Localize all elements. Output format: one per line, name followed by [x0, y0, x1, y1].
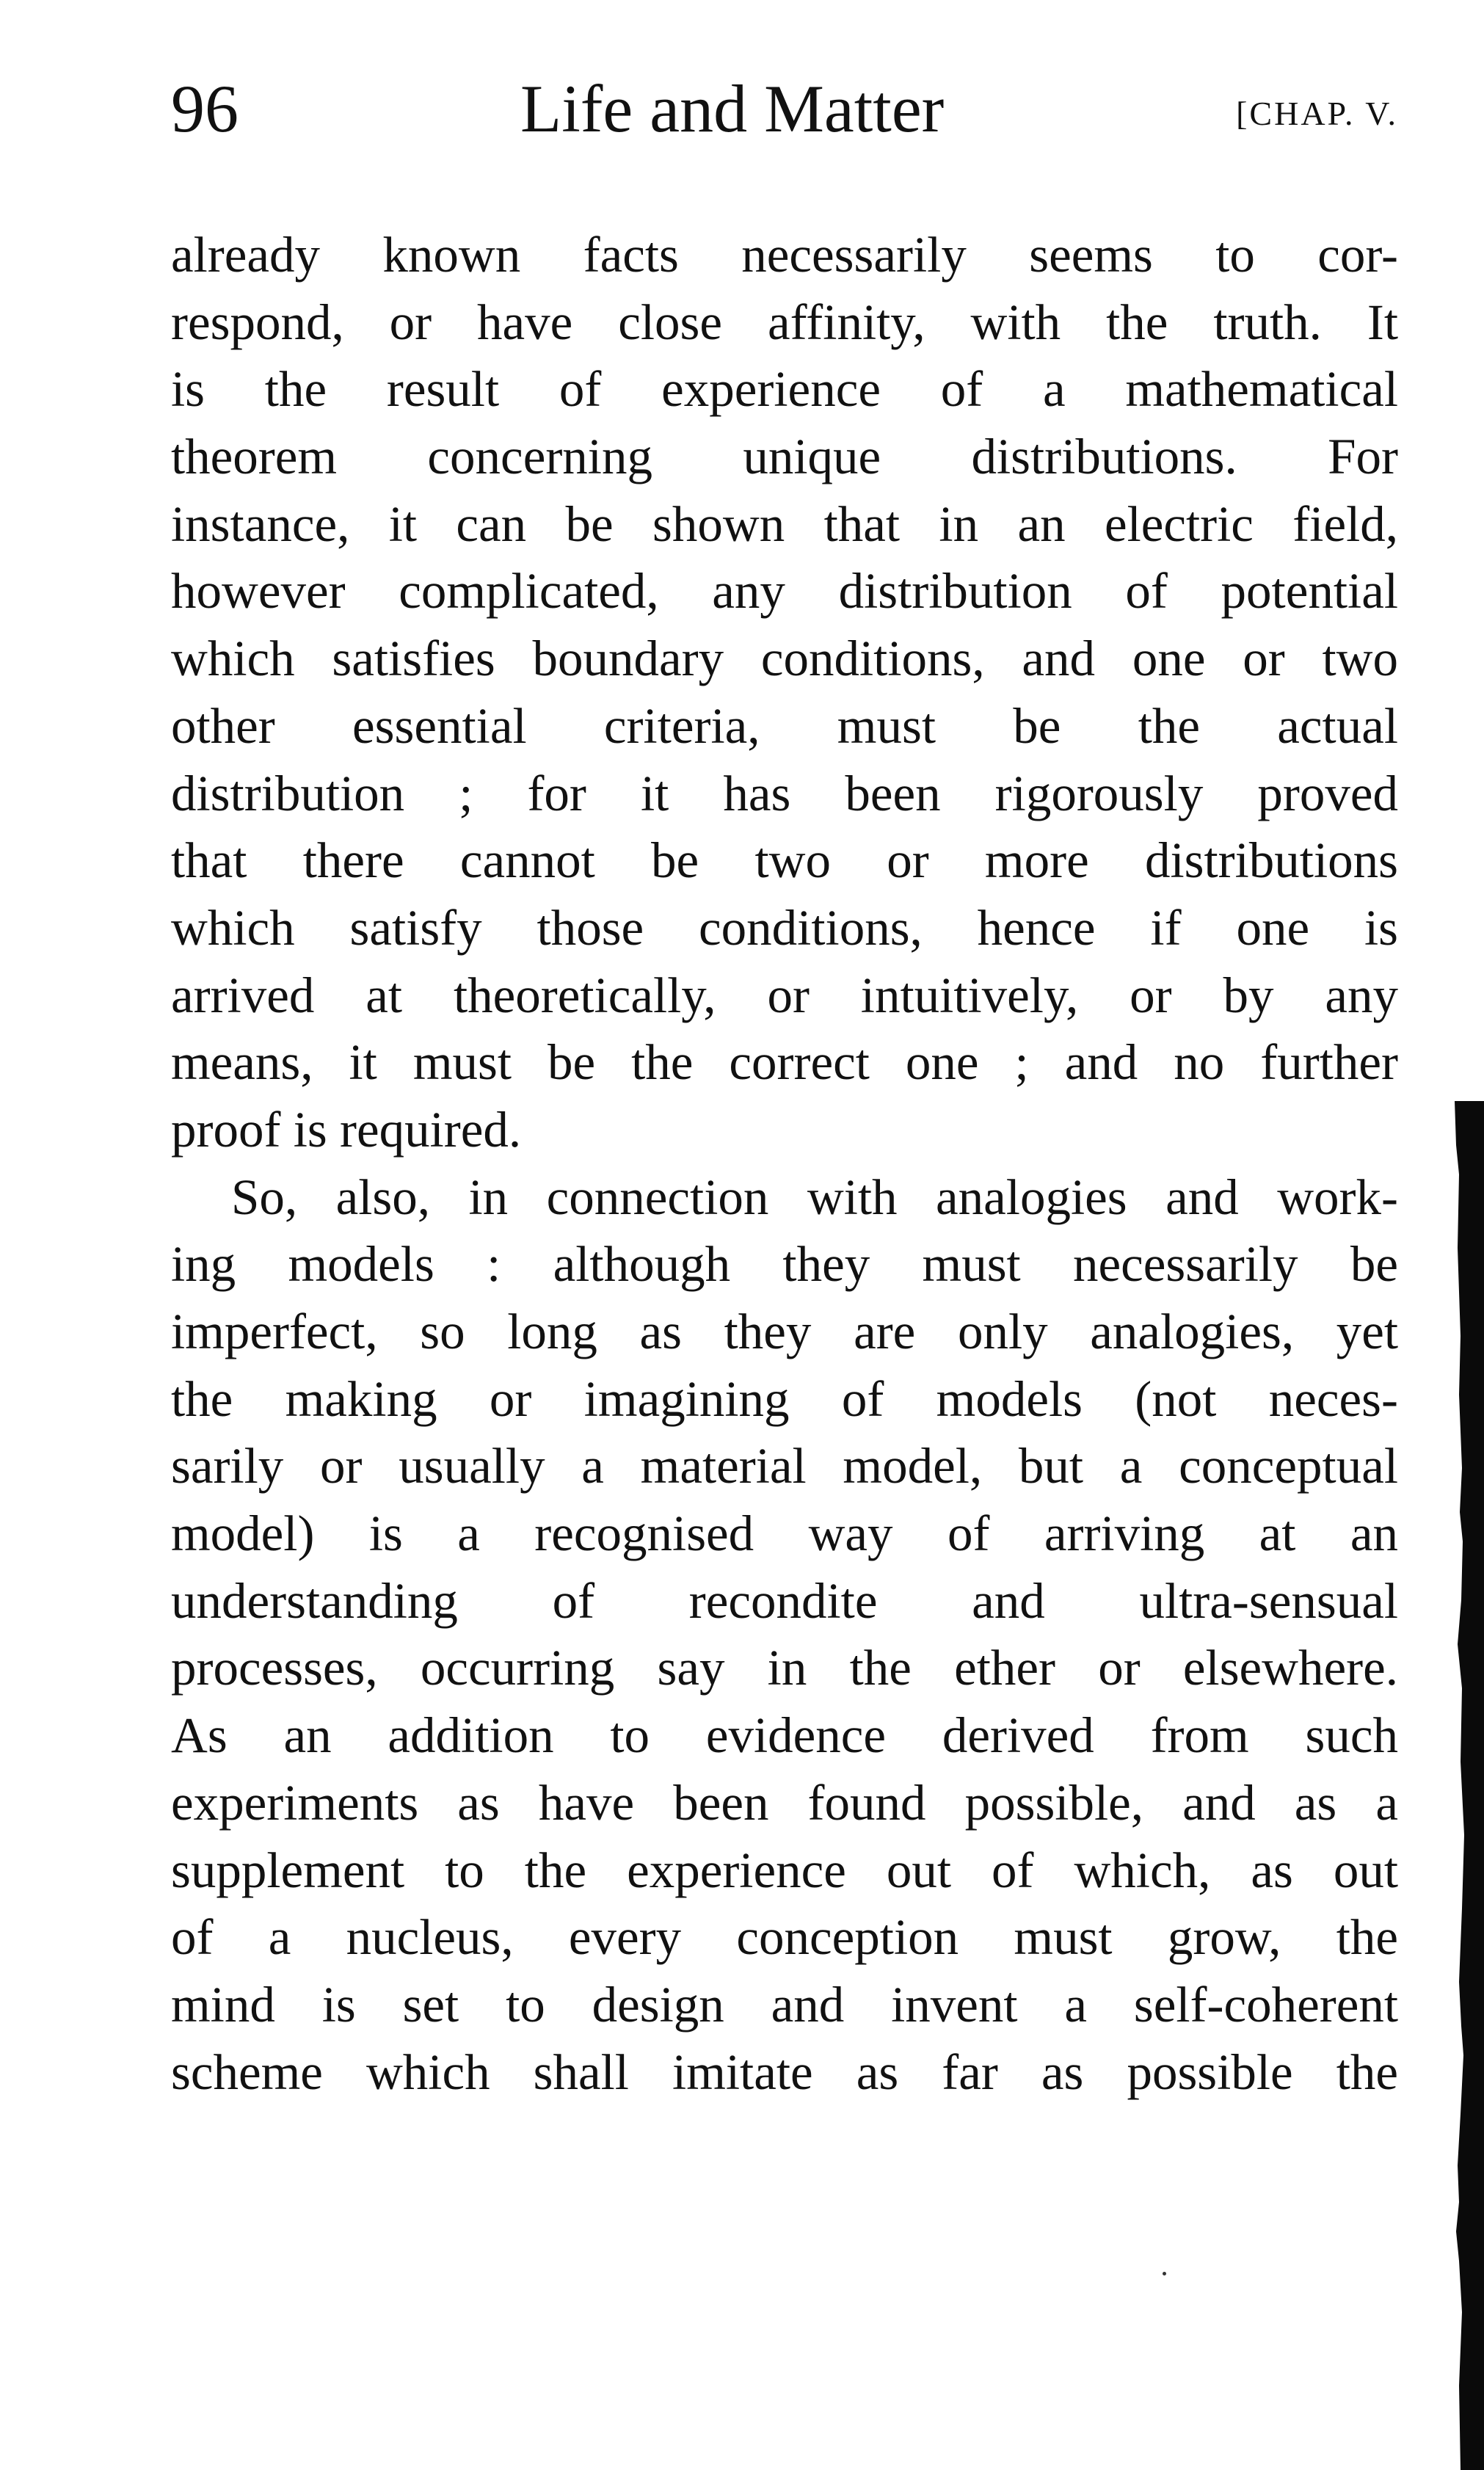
text-line: theorem concerning unique distributions. For	[171, 429, 1398, 485]
text-line: respond, or have close affinity, with the truth. It	[171, 294, 1398, 350]
scanned-page-edge	[1440, 0, 1484, 2470]
text-line: the making or imagining of models (not neces-	[171, 1370, 1398, 1427]
text-line: sarily or usually a material model, but a conceptual	[171, 1438, 1398, 1494]
text-line: arrived at theoretically, or intuitively, or by any	[171, 967, 1398, 1023]
page-header	[171, 65, 1398, 153]
text-line: other essential criteria, must be the actual	[171, 697, 1398, 754]
page-number: 96	[171, 71, 239, 146]
text-line: ing models : although they must necessarily be	[171, 1236, 1398, 1293]
text-line: that there cannot be two or more distributions	[171, 832, 1398, 889]
text-line: is the result of experience of a mathematical	[171, 361, 1398, 418]
text-line: means, it must be the correct one ; and no further	[171, 1034, 1398, 1091]
text-line: distribution ; for it has been rigorously proved	[171, 765, 1398, 821]
text-line: which satisfies boundary conditions, and one or two	[171, 631, 1398, 687]
text-line: proof is required.	[171, 1101, 522, 1158]
text-line: experiments as have been found possible, and as a	[171, 1774, 1398, 1831]
text-line: imperfect, so long as they are only analogies, yet	[171, 1304, 1398, 1359]
paragraph-1	[171, 222, 1398, 1164]
text-line: understanding of recondite and ultra-sensual	[171, 1572, 1398, 1629]
text-line: So, also, in connection with analogies and work-	[231, 1169, 1398, 1225]
text-line: scheme which shall imitate as far as possible the	[171, 2044, 1398, 2100]
text-line: already known facts necessarily seems to cor-	[171, 227, 1398, 283]
text-line: which satisfy those conditions, hence if one is	[171, 899, 1398, 956]
body-text	[171, 222, 1398, 2106]
running-title: Life and Matter	[520, 71, 945, 146]
text-line: however complicated, any distribution of potential	[171, 563, 1398, 620]
text-line: processes, occurring say in the ether or elsewhere.	[171, 1640, 1398, 1696]
chapter-reference: [CHAP. V.	[1236, 95, 1398, 132]
text-line: model) is a recognised way of arriving at an	[171, 1505, 1398, 1562]
paragraph-2	[171, 1164, 1398, 2107]
text-line: supplement to the experience out of which, as out	[171, 1842, 1398, 1898]
text-line: mind is set to design and invent a self-coherent	[171, 1976, 1398, 2033]
text-line: of a nucleus, every conception must grow, the	[171, 1909, 1398, 1966]
text-line: As an addition to evidence derived from such	[171, 1707, 1398, 1764]
text-line: instance, it can be shown that in an electric field,	[171, 495, 1398, 552]
scan-speck	[1163, 2272, 1166, 2275]
